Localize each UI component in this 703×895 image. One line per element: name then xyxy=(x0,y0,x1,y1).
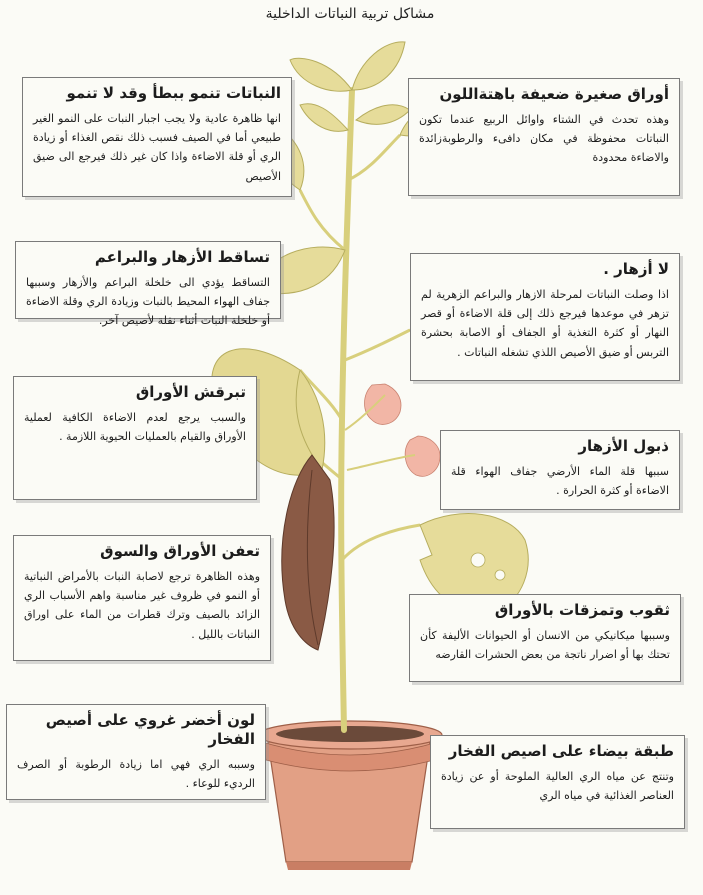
pot xyxy=(258,721,442,870)
card-body: والسبب يرجع لعدم الاضاءة الكافية لعملية الأوراق والقيام بالعمليات الحيوية اللازمة . xyxy=(24,410,246,443)
info-card-white-crust xyxy=(430,735,685,829)
card-body: وسببها ميكانيكي من الانسان أو الحيوانات الأليفة كأن تحتك بها أو اضرار ناتجة من بعض الحشرات القارضه xyxy=(420,628,670,661)
main-stem xyxy=(341,90,352,730)
card-body: اذا وصلت النباتات لمرحلة الازهار والبراعم الزهرية لم تزهر في موعدها فيرجع ذلك إلى قلة الاضاءة أو قصر النهار أو كثرة التغذية أو الجفاف أو الاصابة بحشرة التربس أو ضيق الأصيص اللذي تشغله النباتات . xyxy=(421,287,669,359)
info-card-leaf-variegation xyxy=(13,376,257,500)
info-card-small-pale-leaves xyxy=(408,78,680,196)
card-title: تعفن الأوراق والسوق xyxy=(100,542,260,560)
card-body: انها ظاهرة عادية ولا يجب اجبار النبات على النمو الغير طبيعي أما في الصيف فسبب ذلك نقص الغذاء أو زيادة الري أو قلة الاضاءة واذا كان غير ذلك فيرجع الى ضيق الأصيص xyxy=(33,111,281,183)
info-card-slow-growth xyxy=(22,77,292,197)
info-card-wilting-flowers xyxy=(440,430,680,510)
info-card-no-flowers xyxy=(410,253,680,381)
info-card-bud-drop xyxy=(15,241,281,328)
info-card-leaf-holes xyxy=(409,594,681,682)
card-title: ثقوب وتمزقات بالأوراق xyxy=(494,601,670,619)
card-title: النباتات تنمو ببطأ وقد لا تنمو xyxy=(66,84,281,102)
card-title: لا أزهار . xyxy=(603,260,669,278)
card-body: التساقط يؤدي الى خلخلة البراعم والأزهار وسببها جفاف الهواء المحيط بالنبات وزيادة الري وقلة الاضاءة أو خلخلة النبات أثناء نقلة لأصيص آخر. xyxy=(26,275,270,328)
card-body: وهذه الظاهرة ترجع لاصابة النبات بالأمراض النباتية أو النمو في ظروف غير مناسبة واهم الأسباب الري الزائد بالصيف وترك قطرات من الماء على اوراق النباتات بالليل . xyxy=(24,569,260,641)
card-title: أوراق صغيرة ضعيفة باهتةاللون xyxy=(439,85,669,103)
info-card-rot xyxy=(13,535,271,661)
info-card-green-pot xyxy=(6,704,266,800)
card-body: سببها قلة الماء الأرضي جفاف الهواء قلة الاضاءة أو كثرة الحرارة . xyxy=(451,464,669,497)
card-title: تبرقش الأوراق xyxy=(135,383,246,401)
card-body: وسببه الري فهي اما زيادة الرطوبة أو الصرف الرديء للوعاء . xyxy=(17,757,255,790)
rotten-leaf xyxy=(282,455,334,650)
card-title: لون أخضر غروي على أصيص الفخار xyxy=(45,711,255,748)
card-body: وهذه تحدث في الشتاء واوائل الربيع عندما تكون النباتات محفوظة في مكان دافىء والرطوبةزائدة والاضاءة محدودة xyxy=(419,112,669,165)
card-title: طبقة بيضاء على اصيص الفخار xyxy=(448,742,674,760)
card-body: وتنتج عن مياه الري العالية الملوحة أو عن زيادة العناصر الغذائية في مياه الري xyxy=(441,769,674,802)
card-title: ذبول الأزهار xyxy=(578,437,669,455)
page-title: مشاكل تربية النباتات الداخلية xyxy=(265,6,435,22)
card-title: تساقط الأزهار والبراعم xyxy=(94,248,270,266)
